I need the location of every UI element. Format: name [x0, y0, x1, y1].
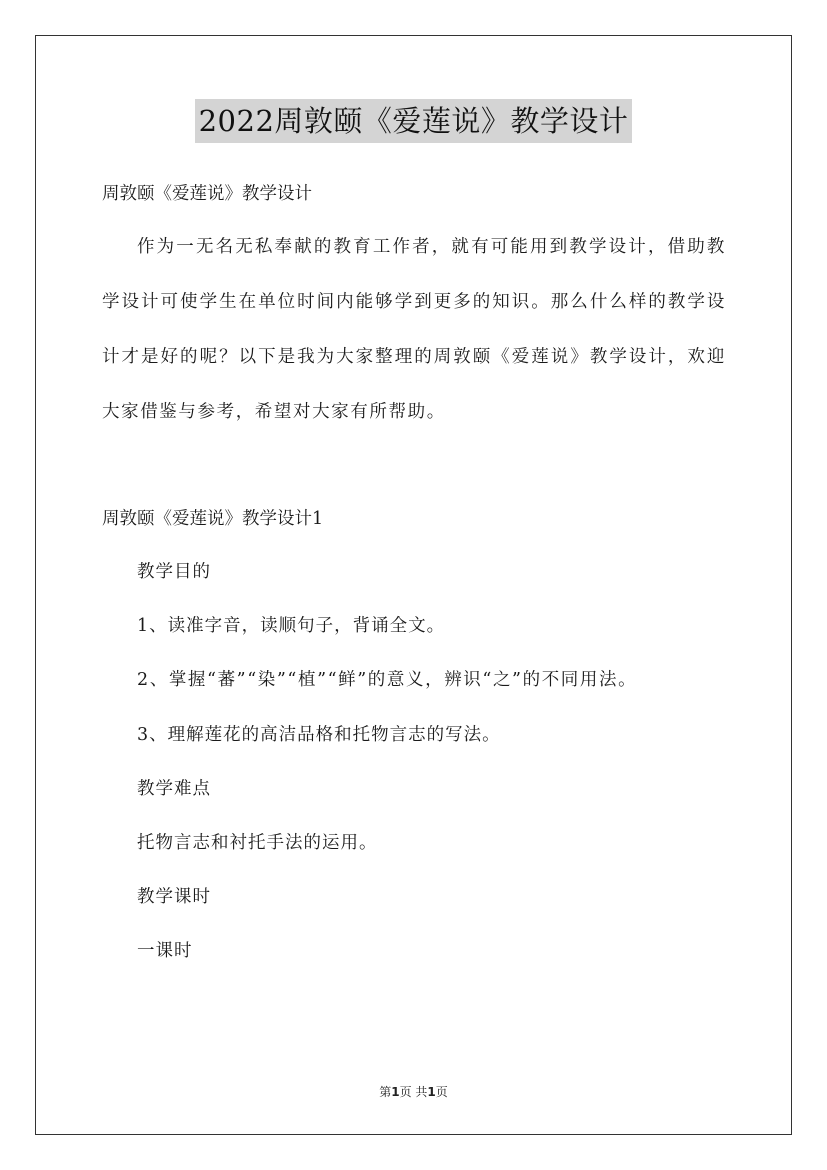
hours-heading: 教学课时: [137, 887, 211, 907]
footer-mid: 页 共: [399, 1085, 428, 1099]
footer-suffix: 页: [435, 1085, 448, 1099]
goal-item-2: 2、掌握“蕃”“染”“植”“鲜”的意义，辨识“之”的不同用法。: [137, 670, 638, 690]
footer-page-total: 1: [427, 1085, 436, 1099]
title-container: [0, 99, 827, 143]
section-title: 周敦颐《爱莲说》教学设计1: [102, 509, 324, 529]
document-title: 2022周敦颐《爱莲说》教学设计: [195, 99, 633, 143]
goal-item-1: 1、读准字音，读顺句子，背诵全文。: [137, 616, 446, 636]
footer-page-current: 1: [391, 1085, 400, 1099]
goals-heading: 教学目的: [137, 562, 211, 582]
document-subtitle: 周敦颐《爱莲说》教学设计: [102, 184, 312, 204]
document-body: [102, 168, 726, 978]
difficulty-heading: 教学难点: [137, 779, 211, 799]
page-footer: [0, 1083, 827, 1100]
footer-prefix: 第: [379, 1085, 392, 1099]
blank-line: [102, 440, 726, 493]
hours-text: 一课时: [137, 941, 193, 961]
goal-item-3: 3、理解莲花的高洁品格和托物言志的写法。: [137, 725, 501, 745]
intro-paragraph: 作为一无名无私奉献的教育工作者，就有可能用到教学设计，借助教学设计可使学生在单位时间内能够学到更多的知识。那么什么样的教学设计才是好的呢？以下是我为大家整理的周敦颐《爱莲说》教学设计，欢迎大家借鉴与参考，希望对大家有所帮助。: [102, 237, 726, 422]
difficulty-text: 托物言志和衬托手法的运用。: [137, 833, 378, 853]
